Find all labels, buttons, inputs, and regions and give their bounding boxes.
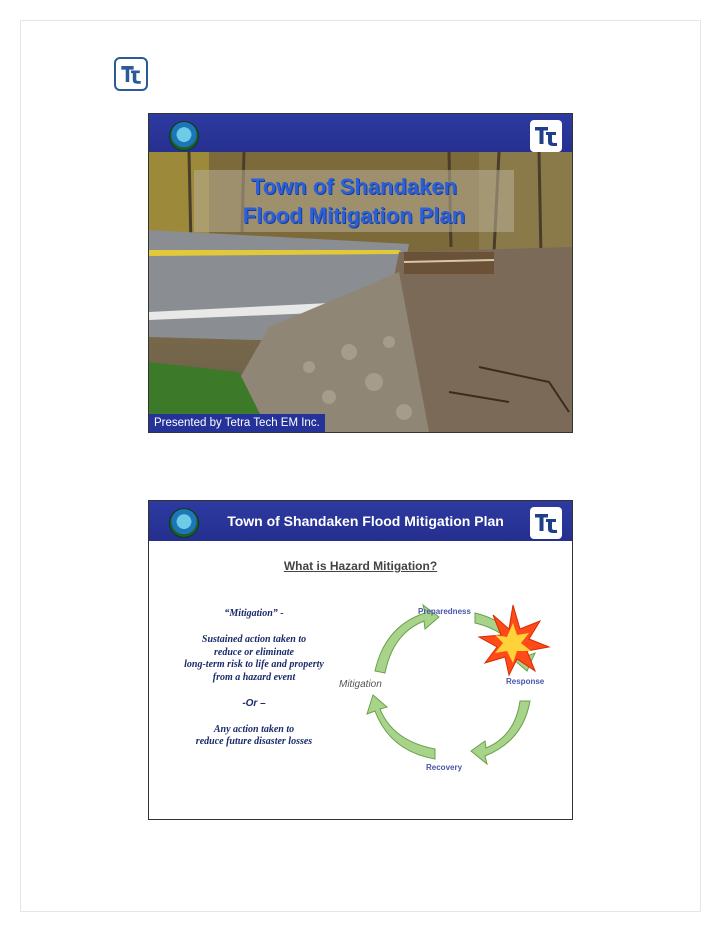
alternative-definition-line: Any action taken to	[213, 724, 295, 735]
definition-term: “Mitigation” -	[224, 608, 284, 619]
title-slide	[148, 113, 573, 433]
slide-header-bar	[149, 114, 572, 154]
town-seal-icon	[169, 508, 199, 538]
washed-out-road-photo	[149, 152, 572, 432]
town-seal-icon	[169, 121, 199, 151]
response-label: Response	[506, 677, 545, 686]
slide-question-heading: What is Hazard Mitigation?	[283, 559, 438, 573]
preparedness-label: Preparedness	[418, 607, 471, 616]
definition-line: Sustained action taken to	[201, 634, 307, 645]
or-separator: -Or –	[242, 698, 266, 709]
presenter-credit: Presented by Tetra Tech EM Inc.	[149, 414, 325, 432]
definition-line: from a hazard event	[212, 672, 296, 683]
mitigation-label: Mitigation	[339, 679, 382, 690]
tetra-tech-logo-small	[530, 120, 562, 152]
recovery-label: Recovery	[426, 763, 463, 772]
cycle-arrow-icon	[367, 695, 435, 759]
definition-line: long-term risk to life and property	[184, 659, 324, 670]
alternative-definition-line: reduce future disaster losses	[195, 736, 313, 747]
slide-title-line-2: Flood Mitigation Plan	[242, 203, 466, 228]
title-box	[194, 170, 514, 232]
slide-title: Town of Shandaken Flood Mitigation Plan	[227, 513, 504, 529]
tetra-tech-logo	[114, 57, 148, 91]
slide-header-bar	[149, 501, 572, 541]
slide-title-line-1: Town of Shandaken	[250, 174, 458, 199]
tetra-tech-logo-small	[530, 507, 562, 539]
cycle-arrow-icon	[471, 701, 530, 764]
definition-line: reduce or eliminate	[214, 647, 294, 658]
disaster-cycle-diagram	[335, 601, 565, 781]
definition-slide	[148, 500, 573, 820]
